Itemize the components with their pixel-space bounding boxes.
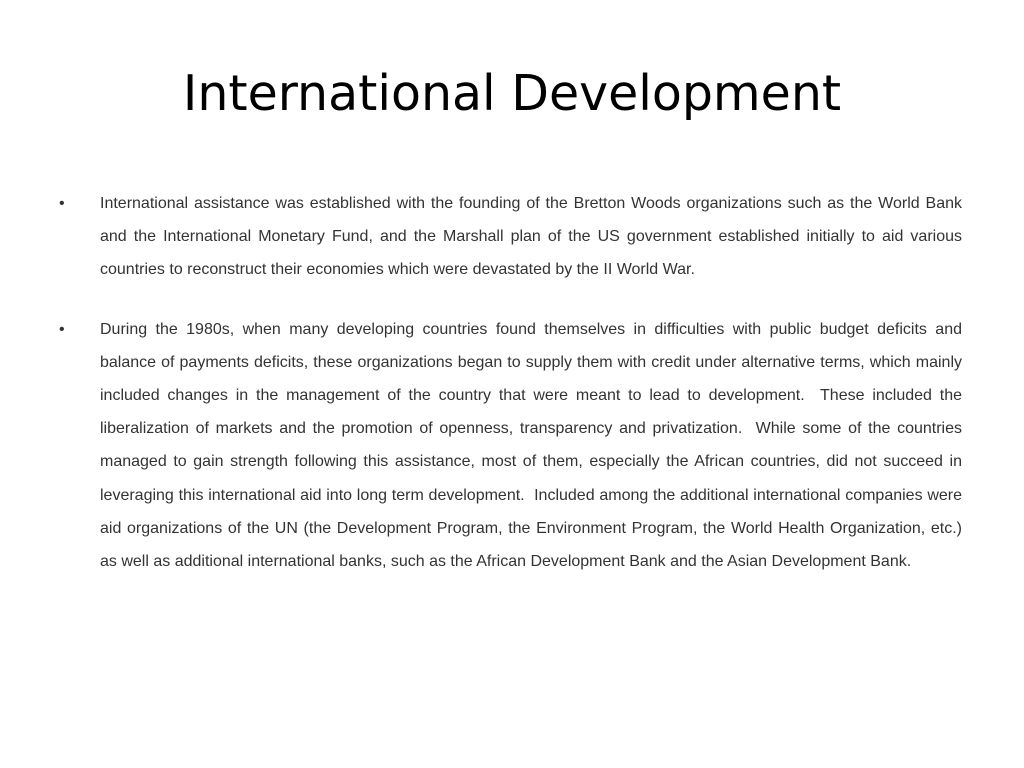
slide-title: International Development [182,65,842,122]
bullet-item-bretton-woods [0,187,1024,287]
bullet-text: International assistance was established with the founding of the Bretton Woods organizations such as the World Bank and the International Monetary Fund, and the Marshall plan of the US government established initially to aid various countries to reconstruct their economies which were devastated by the II World War. [100,195,967,279]
bullet-marker: • [59,320,65,338]
bullet-text: During the 1980s, when many developing countries found themselves in difficulties with public budget deficits and balance of payments deficits, these organizations began to supply them with credit under alternative terms, which mainly included changes in the management of the country that were meant to lead to development. These included the liberalization of markets and the promotion of openness, transparency and privatization. While some of the countries managed to gain strength following this assistance, most of them, especially the African countries, did not succeed in leveraging this international aid into long term development. Included among the additional international companies were aid organizations of the UN (the Development Program, the Environment Program, the World Health Organization, etc.) as well as additional international banks, such as the African Development Bank and the Asian Development Bank. [100,320,967,571]
bullet-list [0,187,1024,604]
bullet-item-1980s [0,313,1024,579]
bullet-marker: • [59,195,65,212]
